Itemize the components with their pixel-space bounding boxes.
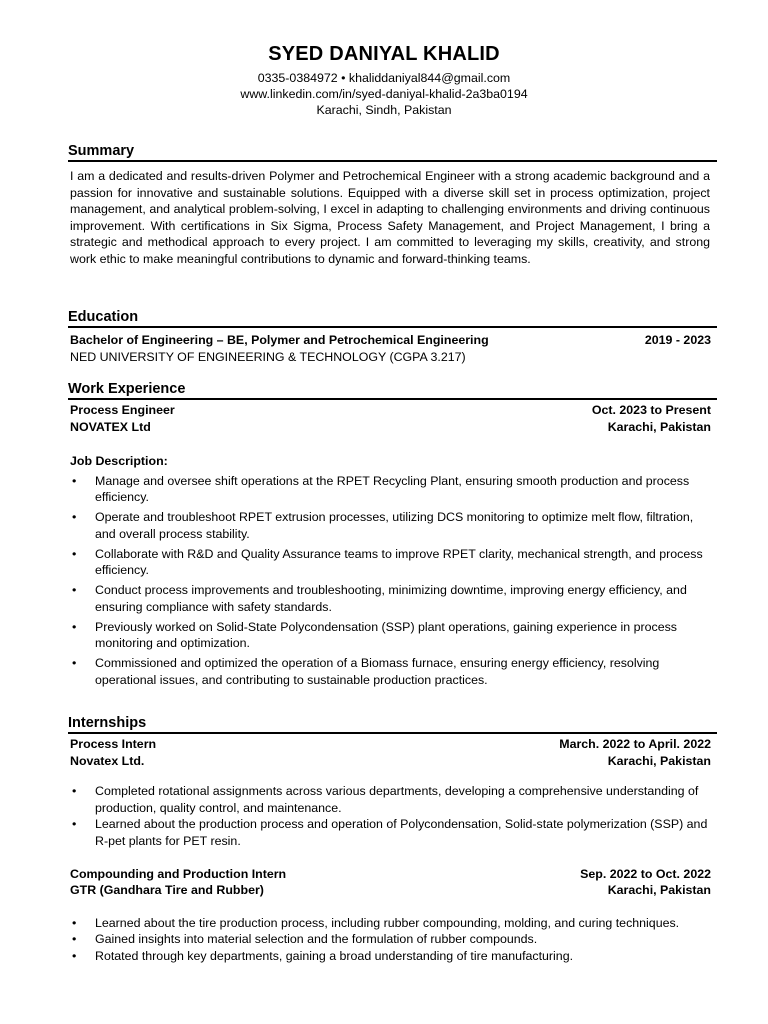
internship-title-row — [70, 736, 711, 753]
bullet-icon: • — [72, 546, 77, 561]
internship-company-row — [70, 882, 711, 899]
internship-bullet-list — [68, 783, 717, 849]
internship-company: GTR (Gandhara Tire and Rubber) — [70, 883, 264, 898]
list-item: • Operate and troubleshoot RPET extrusion processes, utilizing DCS monitoring to optimize melt flow, filtration, and overall process stability. — [72, 510, 694, 541]
summary-heading: Summary — [68, 143, 135, 159]
education-heading: Education — [68, 309, 139, 325]
list-item: • Conduct process improvements and troubleshooting, minimizing downtime, improving energy efficiency, and ensuring compliance with safety standards. — [72, 583, 687, 614]
candidate-name: SYED DANIYAL KHALID — [268, 43, 500, 65]
education-years: 2019 - 2023 — [644, 333, 711, 347]
internship-dates: March. 2022 to April. 2022 — [559, 737, 711, 751]
school-row — [70, 349, 711, 366]
section-divider — [68, 160, 717, 162]
degree: Bachelor of Engineering – BE, Polymer and Petrochemical Engineering — [70, 333, 489, 347]
bullet-icon: • — [72, 784, 77, 799]
list-item: • Gained insights into material selection and the formulation of rubber compounds. — [72, 932, 538, 947]
internship-location: Karachi, Pakistan — [607, 883, 711, 898]
job-bullet-list — [68, 473, 717, 689]
internship-role: Process Intern — [70, 737, 157, 751]
work-experience-heading: Work Experience — [68, 381, 186, 397]
education-section — [68, 309, 717, 365]
list-item: • Collaborate with R&D and Quality Assurance teams to improve RPET clarity, mechanical strength, and process efficiency. — [72, 546, 703, 578]
job-title-row — [70, 402, 711, 419]
bullet-icon: • — [72, 473, 77, 488]
job-role: Process Engineer — [70, 403, 175, 417]
section-divider — [68, 732, 717, 734]
internship-role: Compounding and Production Intern — [70, 866, 287, 881]
company-row — [70, 419, 711, 436]
bullet-icon: • — [72, 915, 77, 930]
resume-header — [0, 42, 768, 118]
bullet-icon: • — [72, 619, 77, 634]
education-row — [70, 332, 711, 349]
location: Karachi, Sindh, Pakistan — [316, 103, 452, 117]
company-location: Karachi, Pakistan — [607, 419, 711, 434]
list-item: • Manage and oversee shift operations at the RPET Recycling Plant, ensuring smooth production and process efficiency. — [72, 473, 690, 505]
internships-section — [68, 715, 717, 965]
summary-text: I am a dedicated and results-driven Polymer and Petrochemical Engineer with a strong academic background and a passion for innovative and sustainable solutions. Equipped with a diverse skill set in process optimization, project management, and analytical problem-solving, I excel in adapting to challenging environments and driving continuous improvement. With certifications in Six Sigma, Process Safety Management, and Project Management, I bring a strategic and methodical approach to every project. I am committed to leveraging my skills, creativity, and strong work ethic to make meaningful contributions to dynamic and forward-thinking teams. — [70, 169, 710, 266]
school-name: NED UNIVERSITY OF ENGINEERING & TECHNOLOGY (CGPA 3.217) — [70, 349, 466, 364]
list-item: • Commissioned and optimized the operation of a Biomass furnace, ensuring energy efficiency, resolving operational issues, and contributing to sustainable production practices. — [72, 656, 660, 687]
linkedin-url: www.linkedin.com/in/syed-daniyal-khalid-2a3ba0194 — [240, 87, 528, 101]
bullet-icon: • — [72, 817, 77, 832]
bullet-icon: • — [72, 510, 77, 525]
bullet-icon: • — [72, 583, 77, 598]
list-item: • Learned about the tire production process, including rubber compounding, molding, and curing techniques. — [72, 915, 680, 930]
work-experience-section — [68, 381, 717, 692]
contact-info: 0335-0384972 • khaliddaniyal844@gmail.com — [257, 71, 511, 85]
bullet-icon: • — [72, 656, 77, 671]
company-name: NOVATEX Ltd — [70, 419, 151, 434]
list-item: • Completed rotational assignments across various departments, developing a comprehensive understanding of production, quality control, and maintenance. — [72, 784, 699, 815]
internships-heading: Internships — [68, 715, 147, 731]
list-item: • Learned about the production process and operation of Polycondensation, Solid-state polymerization (SSP) and R-pet plants for PET resin. — [72, 817, 708, 848]
summary-section — [68, 143, 717, 268]
internship-title-row — [70, 866, 711, 883]
list-item: • Previously worked on Solid-State Polycondensation (SSP) plant operations, gaining experience in process monitoring and optimization. — [72, 619, 678, 651]
internship-dates: Sep. 2022 to Oct. 2022 — [580, 866, 711, 881]
bullet-icon: • — [72, 932, 77, 947]
list-item: • Rotated through key departments, gaining a broad understanding of tire manufacturing. — [72, 948, 574, 963]
internship-company: Novatex Ltd. — [70, 753, 145, 768]
internship-company-row — [70, 753, 711, 770]
internship-location: Karachi, Pakistan — [607, 753, 711, 768]
section-divider — [68, 326, 717, 328]
section-divider — [68, 398, 717, 400]
job-description-label: Job Description: — [70, 454, 168, 469]
bullet-icon: • — [72, 948, 77, 963]
internship-bullet-list — [68, 915, 717, 965]
job-dates: Oct. 2023 to Present — [591, 403, 711, 417]
